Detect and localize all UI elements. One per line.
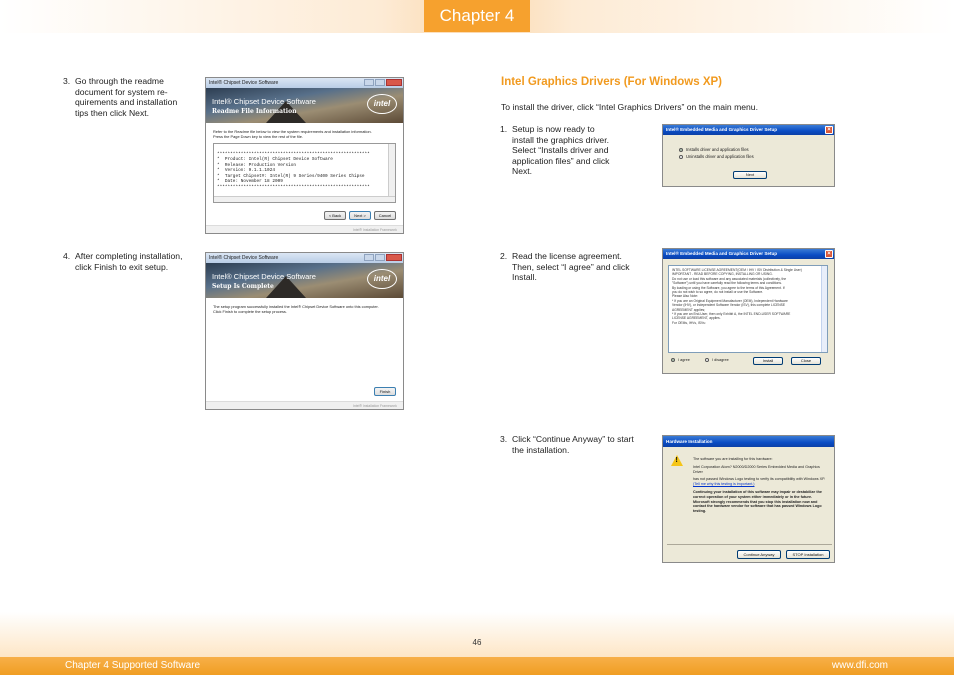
radio-selected-icon[interactable]	[671, 358, 675, 362]
license-line: * If you are an End-User, then only Exhibit A, the INTEL END-USER SOFTWARE	[672, 312, 791, 317]
license-line: * If you are an Original Equipment Manufacturer (OEM), Independent Hardware	[672, 298, 788, 303]
license-line: Please Also Note:	[672, 294, 699, 299]
radio-icon[interactable]	[705, 358, 709, 362]
step-number: 2.	[500, 251, 508, 261]
readme-line: * Release: Production Version	[217, 162, 297, 168]
maximize-icon[interactable]	[375, 79, 385, 86]
hardware-text	[693, 457, 828, 514]
banner-subtitle: Readme File Information	[212, 108, 297, 115]
uninstall-option-label: Uninstalls driver and application files	[686, 154, 754, 160]
screenshot-hardware-installation	[662, 435, 835, 563]
continue-anyway-button[interactable]: Continue Anyway	[737, 550, 781, 559]
license-line: Vendor (IHV), or Independent Software Vendor (ISV), this complete LICENSE	[672, 303, 786, 308]
step-line: Next.	[512, 166, 533, 176]
complete-line: The setup program successfully installed the Intel® Chipset Device Software onto this computer.	[213, 304, 379, 309]
section-title: Intel Graphics Drivers (For Windows XP)	[501, 76, 722, 88]
step-line: Then, select “I agree” and click	[512, 261, 630, 272]
testing-info-link[interactable]: (Tell me why this testing is important.)	[693, 482, 755, 487]
footer-gradient	[0, 612, 954, 657]
banner-subtitle: Setup Is Complete	[212, 283, 274, 290]
readme-line: * Target Chipset#: Intel(R) 9 Series/9400 Series Chipse	[217, 173, 365, 179]
install-option[interactable]	[679, 147, 834, 152]
radio-icon[interactable]	[679, 155, 683, 159]
maximize-icon[interactable]	[375, 254, 385, 261]
license-line: For OEMs, IHVs, ISVs:	[672, 320, 706, 325]
finish-button[interactable]: Finish	[374, 387, 396, 396]
right-step-1	[500, 124, 637, 177]
instruction-line: Press the Page Down key to view the rest of the file.	[213, 134, 303, 139]
close-icon[interactable]: ×	[825, 250, 833, 258]
step-line: After completing installation,	[75, 251, 183, 261]
screenshot-license	[662, 248, 835, 374]
step-line: Install.	[512, 272, 537, 282]
window-titlebar	[206, 253, 403, 263]
hw-line-2: Intel Corporation Atom? N2000/D2000 Series Embedded Media and Graphics Driver	[693, 464, 820, 474]
agree-option[interactable]	[671, 358, 690, 363]
license-line: LICENSE AGREEMENT, applies.	[672, 316, 721, 321]
step-line: Select “Installs driver and	[512, 145, 609, 155]
hw-line-1: The software you are installing for this hardware:	[693, 457, 773, 461]
window-titlebar	[663, 125, 834, 135]
left-step-3	[63, 76, 195, 118]
vertical-scrollbar[interactable]	[388, 144, 395, 202]
hardware-body	[663, 447, 834, 563]
banner-title: Intel® Chipset Device Software	[212, 97, 316, 106]
agree-label: I agree	[678, 358, 690, 362]
banner-title: Intel® Chipset Device Software	[212, 272, 316, 281]
wizard-buttons	[324, 211, 396, 220]
step-number: 3.	[500, 434, 508, 444]
step-line: Setup is now ready to	[512, 124, 595, 134]
close-button[interactable]: Close	[791, 357, 821, 365]
framework-footer: Intel® Installation Framework	[206, 401, 403, 409]
license-body	[663, 259, 834, 374]
step-line: Click “Continue Anyway” to start	[512, 434, 634, 444]
intel-logo: intel	[367, 269, 397, 289]
right-step-3	[500, 434, 652, 455]
window-title: Hardware Installation	[666, 439, 713, 444]
next-button[interactable]: Next >	[349, 211, 371, 220]
step-number: 1.	[500, 124, 508, 134]
complete-line: Click Finish to complete the setup process.	[213, 309, 287, 314]
step-line: document for system re-	[75, 86, 168, 97]
window-title: Intel® Embedded Media and Graphics Driver Setup	[666, 251, 778, 256]
vertical-scrollbar[interactable]	[821, 266, 827, 352]
radio-selected-icon[interactable]	[679, 148, 683, 152]
disagree-option[interactable]	[705, 358, 729, 363]
window-controls	[364, 79, 402, 87]
window-title: Intel® Chipset Device Software	[209, 80, 279, 86]
divider	[667, 544, 832, 545]
window-title: Intel® Embedded Media and Graphics Driver Setup	[666, 127, 778, 132]
stop-installation-button[interactable]: STOP Installation	[786, 550, 830, 559]
screenshot-graphics-setup	[662, 124, 835, 187]
step-number: 4.	[63, 251, 71, 261]
license-line: you do not wish to so agree, do not install or use the Software.	[672, 290, 764, 295]
window-titlebar	[206, 78, 403, 88]
license-line: AGREEMENT applies;	[672, 307, 706, 312]
screenshot-readme	[205, 77, 404, 234]
disagree-label: I disagree	[712, 358, 729, 362]
horizontal-scrollbar[interactable]	[214, 196, 395, 202]
window-titlebar	[663, 436, 834, 447]
step-line: application files” and click	[512, 155, 610, 166]
step-line: quirements and installation	[75, 97, 178, 107]
close-icon[interactable]	[386, 254, 402, 261]
readme-line: * Version: 9.1.1.1024	[217, 168, 275, 173]
license-line: "Software") until you have carefully read the following terms and conditions.	[672, 281, 782, 286]
step-line: click Finish to exit setup.	[75, 261, 169, 272]
footer-website-link[interactable]: www.dfi.com	[831, 660, 888, 671]
warning-icon: !	[671, 455, 683, 466]
close-icon[interactable]	[386, 79, 402, 86]
setup-body	[663, 135, 834, 187]
screenshot-setup-complete	[205, 252, 404, 410]
install-option-label: Installs driver and application files	[686, 147, 749, 152]
minimize-icon[interactable]	[364, 79, 374, 86]
window-title: Intel® Chipset Device Software	[209, 255, 279, 261]
hw-warning: Continuing your installation of this software may impair or destabilize the correct operation of your system either immediately or in the future. Microsoft strongly recommends that you stop this installation now and contact the hardware vendor for software that has passed Windows Logo testing.	[693, 489, 822, 514]
minimize-icon[interactable]	[364, 254, 374, 261]
wizard-body	[206, 123, 403, 234]
intel-logo: intel	[367, 94, 397, 114]
left-step-4	[63, 251, 200, 272]
step-line: tips then click Next.	[75, 107, 150, 118]
step-line: the installation.	[512, 444, 570, 455]
step-line: install the graphics driver.	[512, 134, 609, 145]
cancel-button[interactable]: Cancel	[374, 211, 396, 220]
window-controls	[364, 254, 402, 262]
footer-chapter-label: Chapter 4 Supported Software	[65, 660, 201, 671]
readme-line: * Product: Intel(R) Chipset Device Software	[217, 157, 333, 162]
license-line: INTEL SOFTWARE LICENSE AGREEMENT(OEM / IHV / ISV Distribution & Single User)	[672, 268, 802, 272]
install-button[interactable]: Install	[753, 357, 783, 365]
hw-line-3-text: has not passed Windows Logo testing to verify its compatibility with Windows XP.	[693, 477, 826, 482]
next-button[interactable]: Next	[733, 171, 767, 179]
back-button[interactable]: < Back	[324, 211, 346, 220]
hw-line-3	[693, 477, 828, 487]
wizard-banner	[206, 88, 403, 123]
chapter-tab: Chapter 4	[424, 0, 530, 32]
step-line: Go through the readme	[75, 76, 164, 86]
page-number: 46	[472, 638, 482, 647]
section-intro: To install the driver, click “Intel Graphics Drivers” on the main menu.	[501, 102, 758, 112]
readme-textbox[interactable]	[213, 143, 396, 203]
readme-line: * Date: November 18 2009	[217, 179, 283, 184]
instruction-line: Refer to the Readme file below to view the system requirements and installation information.	[213, 129, 372, 134]
license-line: Do not use or load this software and any associated materials (collectively, the	[672, 276, 787, 281]
wizard-banner	[206, 263, 403, 298]
uninstall-option[interactable]	[679, 154, 834, 159]
license-line: By loading or using the Software, you agree to the terms of this Agreement. If	[672, 285, 785, 290]
license-textbox[interactable]	[668, 265, 828, 353]
window-titlebar	[663, 249, 834, 259]
step-number: 3.	[63, 76, 71, 86]
readme-line: **********************************************************	[217, 184, 370, 190]
framework-footer: Intel® Installation Framework	[206, 225, 403, 233]
close-icon[interactable]: ×	[825, 126, 833, 134]
wizard-buttons	[374, 387, 396, 396]
readme-line: **********************************************************	[217, 151, 370, 157]
wizard-body	[206, 298, 403, 410]
license-line: IMPORTANT - READ BEFORE COPYING, INSTALLING OR USING.	[672, 272, 773, 277]
right-step-2	[500, 251, 652, 283]
step-line: Read the license agreement.	[512, 251, 622, 261]
